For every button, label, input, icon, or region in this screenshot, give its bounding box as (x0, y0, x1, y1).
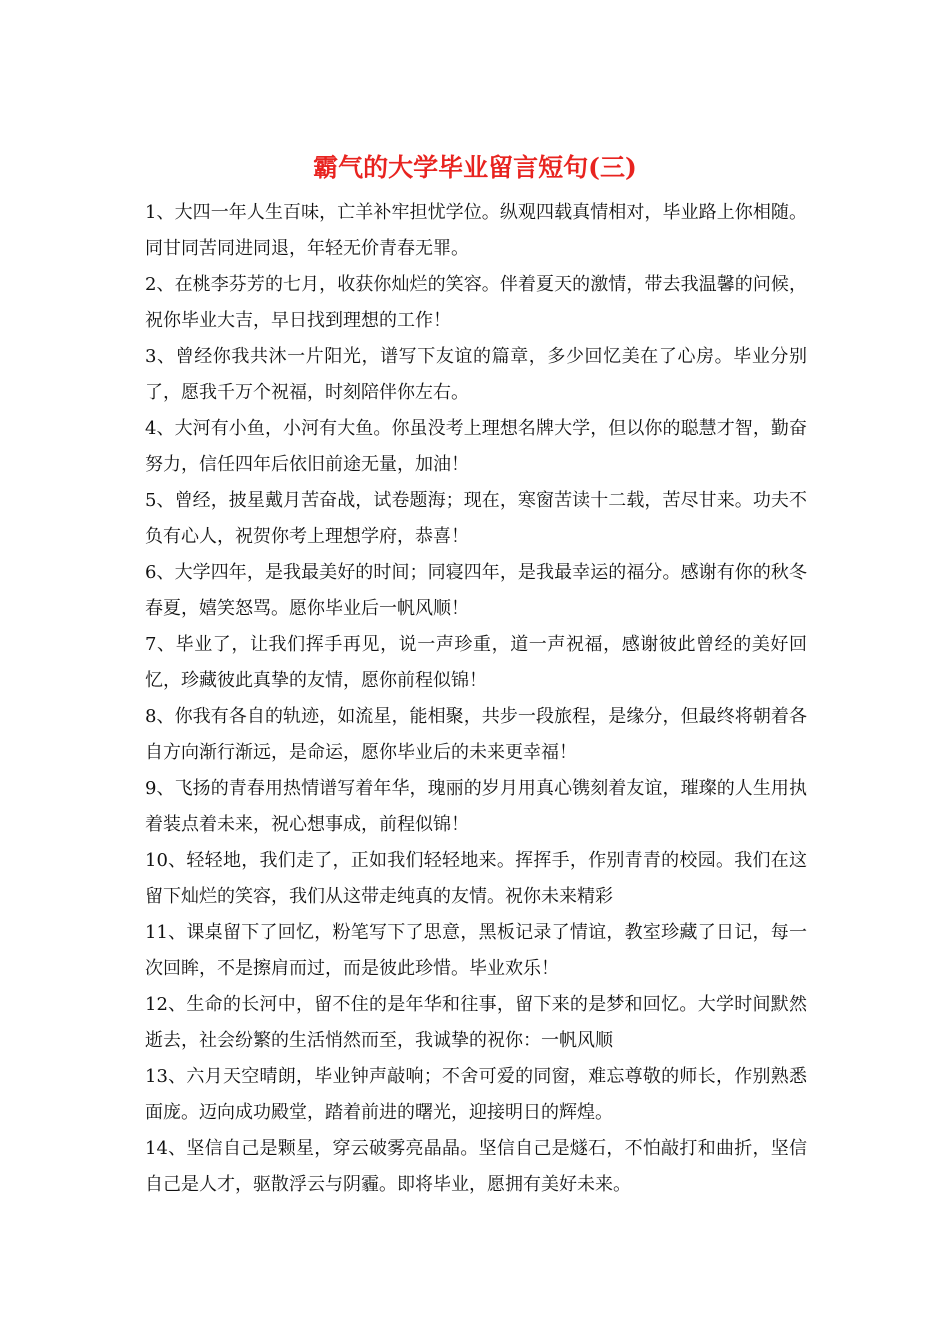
paragraph-9: 9、飞扬的青春用热情谱写着年华，瑰丽的岁月用真心镌刻着友谊，璀璨的人生用执着装点着未来，祝心想事成，前程似锦！ (145, 778, 807, 835)
paragraph-2: 2、在桃李芬芳的七月，收获你灿烂的笑容。伴着夏天的激情，带去我温馨的问候，祝你毕业大吉，早日找到理想的工作！ (145, 274, 807, 331)
paragraph-4: 4、大河有小鱼，小河有大鱼。你虽没考上理想名牌大学，但以你的聪慧才智，勤奋努力，信任四年后依旧前途无量，加油！ (145, 418, 807, 475)
document-body (145, 195, 807, 1203)
paragraph-1: 1、大四一年人生百味，亡羊补牢担忧学位。纵观四载真情相对，毕业路上你相随。同甘同苦同进同退，年轻无价青春无罪。 (145, 202, 807, 259)
paragraph-12: 12、生命的长河中，留不住的是年华和往事，留下来的是梦和回忆。大学时间默然逝去，社会纷繁的生活悄然而至，我诚挚的祝你：一帆风顺 (145, 994, 807, 1051)
paragraph-13: 13、六月天空晴朗，毕业钟声敲响；不舍可爱的同窗，难忘尊敬的师长，作别熟悉面庞。迈向成功殿堂，踏着前进的曙光，迎接明日的辉煌。 (145, 1066, 807, 1123)
paragraph-5: 5、曾经，披星戴月苦奋战，试卷题海；现在，寒窗苦读十二载，苦尽甘来。功夫不负有心人，祝贺你考上理想学府，恭喜！ (145, 490, 807, 547)
paragraph-7: 7、毕业了，让我们挥手再见，说一声珍重，道一声祝福，感谢彼此曾经的美好回忆，珍藏彼此真挚的友情，愿你前程似锦！ (145, 634, 807, 691)
paragraph-10: 10、轻轻地，我们走了，正如我们轻轻地来。挥挥手，作别青青的校园。我们在这留下灿烂的笑容，我们从这带走纯真的友情。祝你未来精彩 (145, 850, 807, 907)
paragraph-8: 8、你我有各自的轨迹，如流星，能相聚，共步一段旅程，是缘分，但最终将朝着各自方向渐行渐远，是命运，愿你毕业后的未来更幸福！ (145, 706, 807, 763)
paragraph-6: 6、大学四年，是我最美好的时间；同寝四年，是我最幸运的福分。感谢有你的秋冬春夏，嬉笑怒骂。愿你毕业后一帆风顺！ (145, 562, 807, 619)
paragraph-14: 14、坚信自己是颗星，穿云破雾亮晶晶。坚信自己是燧石，不怕敲打和曲折，坚信自己是人才，驱散浮云与阴霾。即将毕业，愿拥有美好未来。 (145, 1138, 807, 1195)
page-title: 霸气的大学毕业留言短句(三) (313, 153, 637, 182)
paragraph-11: 11、课桌留下了回忆，粉笔写下了思意，黑板记录了情谊，教室珍藏了日记，每一次回眸，不是擦肩而过，而是彼此珍惜。毕业欢乐！ (145, 922, 807, 979)
paragraph-3: 3、曾经你我共沐一片阳光，谱写下友谊的篇章，多少回忆美在了心房。毕业分别了，愿我千万个祝福，时刻陪伴你左右。 (145, 346, 807, 403)
